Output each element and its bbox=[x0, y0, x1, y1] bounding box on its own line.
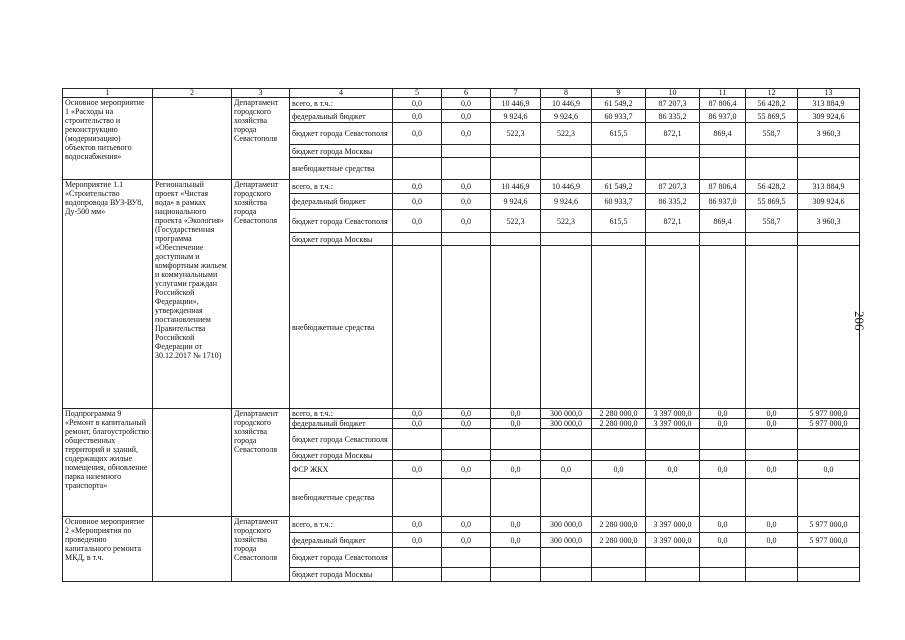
block-col1: Основное мероприятие 1 «Расходы на строительство и реконструкцию (модернизацию) объектов питьевого водоснабжения» bbox=[63, 98, 153, 180]
amount-cell: 55 869,5 bbox=[746, 194, 798, 210]
amount-cell: 0,0 bbox=[700, 533, 746, 548]
amount-cell bbox=[541, 548, 592, 568]
funding-source: всего, в т.ч.: bbox=[290, 98, 393, 110]
amount-cell bbox=[592, 246, 646, 409]
amount-cell: 10 446,9 bbox=[541, 180, 592, 194]
funding-source: бюджет города Москвы bbox=[290, 233, 393, 246]
amount-cell bbox=[646, 158, 700, 180]
amount-cell bbox=[700, 450, 746, 461]
amount-cell: 3 960,3 bbox=[798, 210, 860, 233]
amount-cell bbox=[393, 246, 442, 409]
block-col1: Подпрограмма 9 «Ремонт в капитальный ремонт, благоустройство общественных территорий и зданий, содержащих жилые помещения, обновление парка наземного транспорта» bbox=[63, 409, 153, 517]
amount-cell bbox=[592, 450, 646, 461]
amount-cell: 5 977 000,0 bbox=[798, 419, 860, 429]
amount-cell bbox=[646, 246, 700, 409]
amount-cell: 86 335,2 bbox=[646, 110, 700, 123]
column-number: 9 bbox=[592, 89, 646, 98]
amount-cell: 0,0 bbox=[393, 110, 442, 123]
amount-cell bbox=[592, 479, 646, 517]
amount-cell bbox=[541, 429, 592, 450]
amount-cell bbox=[700, 429, 746, 450]
amount-cell bbox=[646, 548, 700, 568]
amount-cell: 872,1 bbox=[646, 210, 700, 233]
amount-cell bbox=[442, 450, 491, 461]
amount-cell bbox=[442, 479, 491, 517]
amount-cell bbox=[700, 568, 746, 582]
amount-cell: 522,3 bbox=[541, 210, 592, 233]
amount-cell: 55 869,5 bbox=[746, 110, 798, 123]
amount-cell: 309 924,6 bbox=[798, 110, 860, 123]
amount-cell: 56 428,2 bbox=[746, 98, 798, 110]
amount-cell: 3 397 000,0 bbox=[646, 409, 700, 419]
funding-source: федеральный бюджет bbox=[290, 194, 393, 210]
amount-cell: 0,0 bbox=[700, 419, 746, 429]
amount-cell bbox=[442, 246, 491, 409]
amount-cell bbox=[798, 145, 860, 158]
amount-cell: 60 933,7 bbox=[592, 110, 646, 123]
amount-cell bbox=[442, 145, 491, 158]
block-col3: Департамент городского хозяйства города Севастополя bbox=[232, 517, 290, 582]
amount-cell: 313 884,9 bbox=[798, 180, 860, 194]
amount-cell bbox=[646, 429, 700, 450]
amount-cell: 0,0 bbox=[442, 194, 491, 210]
amount-cell bbox=[798, 479, 860, 517]
amount-cell bbox=[393, 429, 442, 450]
amount-cell: 0,0 bbox=[491, 533, 541, 548]
amount-cell: 0,0 bbox=[442, 98, 491, 110]
funding-source: бюджет города Москвы bbox=[290, 450, 393, 461]
amount-cell: 309 924,6 bbox=[798, 194, 860, 210]
amount-cell bbox=[646, 479, 700, 517]
amount-cell bbox=[442, 158, 491, 180]
amount-cell bbox=[491, 429, 541, 450]
amount-cell: 522,3 bbox=[491, 123, 541, 145]
funding-source: бюджет города Севастополя bbox=[290, 210, 393, 233]
amount-cell bbox=[442, 233, 491, 246]
amount-cell: 10 446,9 bbox=[491, 98, 541, 110]
amount-cell: 0,0 bbox=[442, 517, 491, 533]
amount-cell: 87 806,4 bbox=[700, 98, 746, 110]
amount-cell bbox=[746, 548, 798, 568]
column-number: 6 bbox=[442, 89, 491, 98]
funding-source: всего, в т.ч.: bbox=[290, 180, 393, 194]
amount-cell: 0,0 bbox=[442, 419, 491, 429]
funding-source: всего, в т.ч.: bbox=[290, 409, 393, 419]
funding-source: федеральный бюджет bbox=[290, 110, 393, 123]
amount-cell bbox=[393, 158, 442, 180]
amount-cell bbox=[393, 568, 442, 582]
amount-cell bbox=[541, 233, 592, 246]
amount-cell: 0,0 bbox=[393, 180, 442, 194]
amount-cell: 0,0 bbox=[700, 461, 746, 479]
amount-cell: 5 977 000,0 bbox=[798, 533, 860, 548]
amount-cell: 300 000,0 bbox=[541, 533, 592, 548]
amount-cell bbox=[798, 450, 860, 461]
amount-cell: 0,0 bbox=[746, 419, 798, 429]
amount-cell bbox=[700, 548, 746, 568]
amount-cell bbox=[798, 568, 860, 582]
amount-cell: 615,5 bbox=[592, 210, 646, 233]
funding-source: всего, в т.ч.: bbox=[290, 517, 393, 533]
funding-source: бюджет города Севастополя bbox=[290, 123, 393, 145]
budget-table bbox=[62, 88, 860, 582]
amount-cell: 558,7 bbox=[746, 123, 798, 145]
amount-cell: 9 924,6 bbox=[541, 110, 592, 123]
amount-cell: 61 549,2 bbox=[592, 98, 646, 110]
amount-cell: 9 924,6 bbox=[491, 194, 541, 210]
amount-cell bbox=[700, 145, 746, 158]
amount-cell: 0,0 bbox=[393, 461, 442, 479]
amount-cell bbox=[491, 568, 541, 582]
amount-cell bbox=[746, 429, 798, 450]
amount-cell: 0,0 bbox=[700, 517, 746, 533]
column-number: 13 bbox=[798, 89, 860, 98]
amount-cell bbox=[646, 568, 700, 582]
funding-source: бюджет города Севастополя bbox=[290, 548, 393, 568]
amount-cell bbox=[700, 479, 746, 517]
amount-cell: 615,5 bbox=[592, 123, 646, 145]
column-number: 12 bbox=[746, 89, 798, 98]
amount-cell: 872,1 bbox=[646, 123, 700, 145]
amount-cell: 0,0 bbox=[442, 123, 491, 145]
block-col2 bbox=[153, 409, 232, 517]
amount-cell bbox=[491, 145, 541, 158]
amount-cell: 2 280 000,0 bbox=[592, 517, 646, 533]
column-number: 4 bbox=[290, 89, 393, 98]
amount-cell: 0,0 bbox=[491, 461, 541, 479]
amount-cell bbox=[646, 450, 700, 461]
funding-source: бюджет города Москвы bbox=[290, 568, 393, 582]
amount-cell bbox=[700, 233, 746, 246]
funding-source: федеральный бюджет bbox=[290, 419, 393, 429]
amount-cell: 56 428,2 bbox=[746, 180, 798, 194]
table-row bbox=[63, 517, 860, 533]
amount-cell bbox=[592, 548, 646, 568]
table-row bbox=[63, 409, 860, 419]
amount-cell bbox=[592, 568, 646, 582]
amount-cell: 0,0 bbox=[491, 419, 541, 429]
amount-cell: 522,3 bbox=[491, 210, 541, 233]
amount-cell bbox=[592, 145, 646, 158]
amount-cell bbox=[746, 568, 798, 582]
amount-cell: 5 977 000,0 bbox=[798, 409, 860, 419]
amount-cell bbox=[491, 450, 541, 461]
amount-cell: 300 000,0 bbox=[541, 409, 592, 419]
amount-cell: 0,0 bbox=[746, 461, 798, 479]
column-number: 3 bbox=[232, 89, 290, 98]
amount-cell: 0,0 bbox=[700, 409, 746, 419]
column-number: 1 bbox=[63, 89, 153, 98]
amount-cell: 61 549,2 bbox=[592, 180, 646, 194]
amount-cell: 3 397 000,0 bbox=[646, 533, 700, 548]
amount-cell: 869,4 bbox=[700, 210, 746, 233]
amount-cell: 0,0 bbox=[393, 210, 442, 233]
amount-cell: 0,0 bbox=[491, 517, 541, 533]
amount-cell bbox=[491, 233, 541, 246]
amount-cell bbox=[746, 145, 798, 158]
page-number: 206 bbox=[852, 311, 867, 331]
amount-cell bbox=[393, 450, 442, 461]
funding-source: внебюджетные средства bbox=[290, 158, 393, 180]
amount-cell: 0,0 bbox=[592, 461, 646, 479]
amount-cell bbox=[491, 548, 541, 568]
amount-cell: 9 924,6 bbox=[491, 110, 541, 123]
amount-cell: 60 933,7 bbox=[592, 194, 646, 210]
amount-cell: 3 397 000,0 bbox=[646, 419, 700, 429]
amount-cell: 0,0 bbox=[746, 409, 798, 419]
amount-cell: 558,7 bbox=[746, 210, 798, 233]
amount-cell: 0,0 bbox=[541, 461, 592, 479]
amount-cell: 0,0 bbox=[746, 533, 798, 548]
amount-cell bbox=[746, 233, 798, 246]
amount-cell: 0,0 bbox=[798, 461, 860, 479]
table-row bbox=[63, 98, 860, 110]
amount-cell: 0,0 bbox=[393, 419, 442, 429]
amount-cell: 0,0 bbox=[393, 409, 442, 419]
block-col2: Региональный проект «Чистая вода» в рамках национального проекта «Экология» (Государственная программа «Обеспечение доступным и комфортным жильем и коммунальными услугами граждан Российской Федерации», утвержденная постановлением Правительства Российской Федерации от 30.12.2017 № 1710) bbox=[153, 180, 232, 409]
column-number-row bbox=[63, 89, 860, 98]
amount-cell bbox=[646, 233, 700, 246]
amount-cell: 2 280 000,0 bbox=[592, 419, 646, 429]
amount-cell: 522,3 bbox=[541, 123, 592, 145]
amount-cell: 0,0 bbox=[393, 533, 442, 548]
amount-cell: 0,0 bbox=[442, 110, 491, 123]
amount-cell: 0,0 bbox=[442, 180, 491, 194]
amount-cell bbox=[491, 479, 541, 517]
amount-cell: 0,0 bbox=[646, 461, 700, 479]
amount-cell: 300 000,0 bbox=[541, 419, 592, 429]
amount-cell bbox=[746, 158, 798, 180]
amount-cell: 0,0 bbox=[442, 461, 491, 479]
amount-cell: 0,0 bbox=[491, 409, 541, 419]
amount-cell: 3 960,3 bbox=[798, 123, 860, 145]
amount-cell bbox=[746, 479, 798, 517]
column-number: 5 bbox=[393, 89, 442, 98]
amount-cell bbox=[442, 568, 491, 582]
amount-cell: 300 000,0 bbox=[541, 517, 592, 533]
table-row bbox=[63, 180, 860, 194]
block-col3: Департамент городского хозяйства города Севастополя bbox=[232, 180, 290, 409]
amount-cell: 86 937,0 bbox=[700, 110, 746, 123]
block-col2 bbox=[153, 98, 232, 180]
funding-source: внебюджетные средства bbox=[290, 246, 393, 409]
amount-cell: 2 280 000,0 bbox=[592, 533, 646, 548]
amount-cell bbox=[700, 158, 746, 180]
amount-cell bbox=[393, 548, 442, 568]
amount-cell bbox=[798, 548, 860, 568]
funding-source: федеральный бюджет bbox=[290, 533, 393, 548]
amount-cell bbox=[592, 233, 646, 246]
amount-cell: 869,4 bbox=[700, 123, 746, 145]
amount-cell bbox=[393, 145, 442, 158]
funding-source: ФСР ЖКХ bbox=[290, 461, 393, 479]
amount-cell: 0,0 bbox=[442, 210, 491, 233]
amount-cell: 0,0 bbox=[393, 123, 442, 145]
amount-cell: 0,0 bbox=[393, 194, 442, 210]
amount-cell bbox=[393, 479, 442, 517]
amount-cell bbox=[541, 568, 592, 582]
amount-cell: 3 397 000,0 bbox=[646, 517, 700, 533]
funding-source: бюджет города Севастополя bbox=[290, 429, 393, 450]
amount-cell: 9 924,6 bbox=[541, 194, 592, 210]
amount-cell: 87 207,3 bbox=[646, 180, 700, 194]
column-number: 7 bbox=[491, 89, 541, 98]
amount-cell bbox=[541, 479, 592, 517]
amount-cell: 2 280 000,0 bbox=[592, 409, 646, 419]
funding-source: внебюджетные средства bbox=[290, 479, 393, 517]
amount-cell bbox=[592, 158, 646, 180]
block-col3: Департамент городского хозяйства города Севастополя bbox=[232, 409, 290, 517]
amount-cell: 0,0 bbox=[393, 517, 442, 533]
amount-cell bbox=[541, 246, 592, 409]
amount-cell bbox=[442, 429, 491, 450]
amount-cell: 10 446,9 bbox=[541, 98, 592, 110]
amount-cell: 0,0 bbox=[442, 533, 491, 548]
amount-cell bbox=[746, 246, 798, 409]
amount-cell: 313 884,9 bbox=[798, 98, 860, 110]
block-col3: Департамент городского хозяйства города Севастополя bbox=[232, 98, 290, 180]
amount-cell: 10 446,9 bbox=[491, 180, 541, 194]
amount-cell: 87 207,3 bbox=[646, 98, 700, 110]
amount-cell: 0,0 bbox=[746, 517, 798, 533]
amount-cell bbox=[442, 548, 491, 568]
amount-cell: 86 335,2 bbox=[646, 194, 700, 210]
amount-cell bbox=[592, 429, 646, 450]
amount-cell bbox=[798, 233, 860, 246]
funding-source: бюджет города Москвы bbox=[290, 145, 393, 158]
amount-cell bbox=[393, 233, 442, 246]
column-number: 8 bbox=[541, 89, 592, 98]
amount-cell: 0,0 bbox=[442, 409, 491, 419]
amount-cell: 0,0 bbox=[393, 98, 442, 110]
amount-cell bbox=[491, 158, 541, 180]
amount-cell bbox=[491, 246, 541, 409]
amount-cell bbox=[798, 429, 860, 450]
amount-cell: 5 977 000,0 bbox=[798, 517, 860, 533]
amount-cell bbox=[646, 145, 700, 158]
amount-cell bbox=[700, 246, 746, 409]
amount-cell bbox=[798, 158, 860, 180]
amount-cell: 87 806,4 bbox=[700, 180, 746, 194]
amount-cell bbox=[541, 158, 592, 180]
amount-cell bbox=[541, 450, 592, 461]
amount-cell bbox=[541, 145, 592, 158]
amount-cell: 86 937,0 bbox=[700, 194, 746, 210]
column-number: 2 bbox=[153, 89, 232, 98]
column-number: 11 bbox=[700, 89, 746, 98]
block-col2 bbox=[153, 517, 232, 582]
block-col1: Основное мероприятие 2 «Мероприятия по проведению капитального ремонта МКД, в т.ч. bbox=[63, 517, 153, 582]
amount-cell bbox=[746, 450, 798, 461]
column-number: 10 bbox=[646, 89, 700, 98]
block-col1: Мероприятие 1.1 «Строительство водопровода ВУЗ-ВУ8, Ду-500 мм» bbox=[63, 180, 153, 409]
